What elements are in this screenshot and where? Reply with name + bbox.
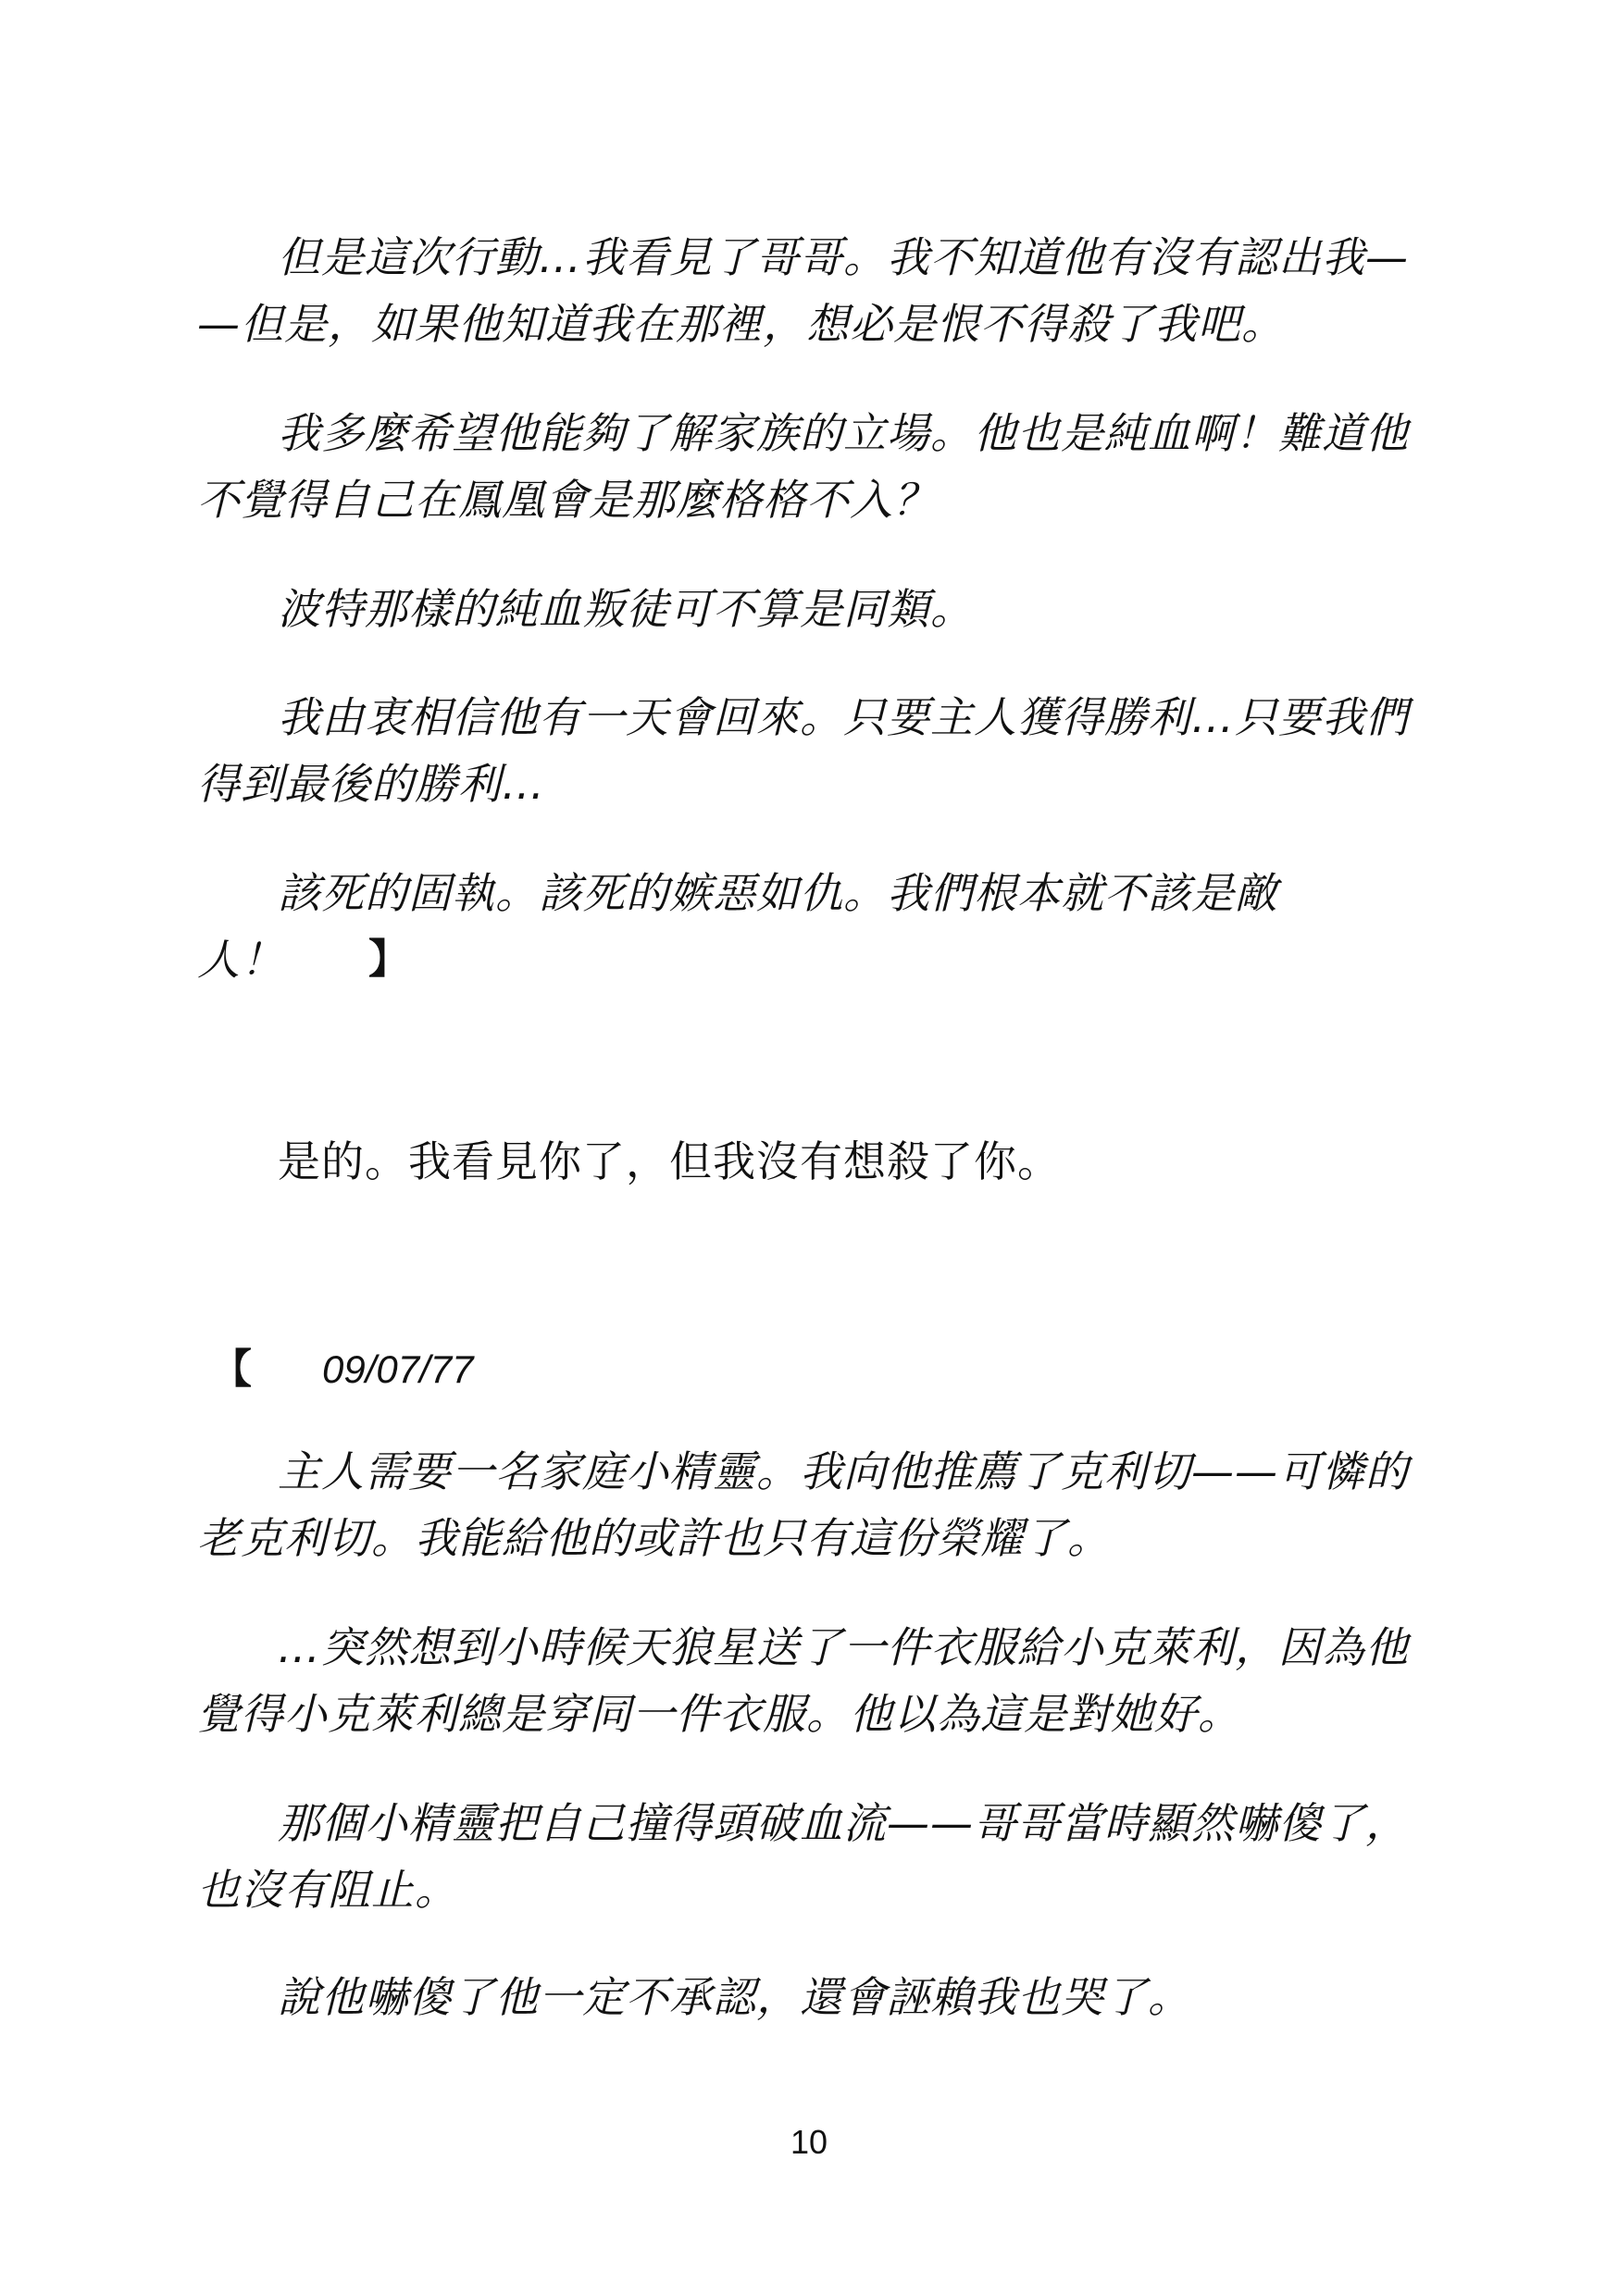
opening-bracket: 【 <box>211 1346 252 1393</box>
entry1-p4-line1: 我由衷相信他有一天會回來。只要主人獲得勝利…只要我們 <box>278 692 1409 742</box>
entry1-p1-line2: —但是，如果他知道我在那裡，想必是恨不得殺了我吧。 <box>197 299 1285 349</box>
entry1-p1-line1: 但是這次行動…我看見了哥哥。我不知道他有沒有認出我— <box>278 232 1409 282</box>
entry1-p2-line1: 我多麼希望他能夠了解家族的立場。他也是純血啊！難道他 <box>278 408 1409 458</box>
entry2-p1-line2: 老克利切。我能給他的或許也只有這份榮耀了。 <box>197 1513 1111 1563</box>
entry2-p3-line2: 也沒有阻止。 <box>197 1865 458 1915</box>
entry1-p5-line2: 人！ <box>197 935 284 985</box>
closing-bracket: 】 <box>368 936 409 983</box>
entry1-p4-line2: 得到最後的勝利… <box>197 759 545 809</box>
entry1-p2-line2: 不覺得自己在鳳凰會是那麼格格不入？ <box>197 475 937 525</box>
entry1-p5-line1: 該死的固執。該死的嫉惡如仇。我們根本就不該是敵 <box>278 868 1278 918</box>
entry2-p1-line1: 主人需要一名家庭小精靈。我向他推薦了克利切——可憐的 <box>278 1446 1409 1496</box>
entry2-p4-line1: 說他嚇傻了他一定不承認，還會誣賴我也哭了。 <box>278 1972 1191 2022</box>
entry2-p2-line2: 覺得小克萊利總是穿同一件衣服。他以為這是對她好。 <box>197 1689 1241 1739</box>
entry-date: 09/07/77 <box>322 1347 474 1391</box>
entry2-p3-line1: 那個小精靈把自己撞得頭破血流——哥哥當時顯然嚇傻了， <box>278 1798 1409 1848</box>
entry1-p3-line1: 波特那樣的純血叛徒可不算是同類。 <box>278 584 974 634</box>
entry2-p2-line1: …突然想到小時候天狼星送了一件衣服給小克萊利，因為他 <box>278 1622 1409 1672</box>
reply-text: 是的。我看見你了，但我沒有想殺了你。 <box>278 1136 1061 1186</box>
page-number: 10 <box>790 2123 828 2161</box>
